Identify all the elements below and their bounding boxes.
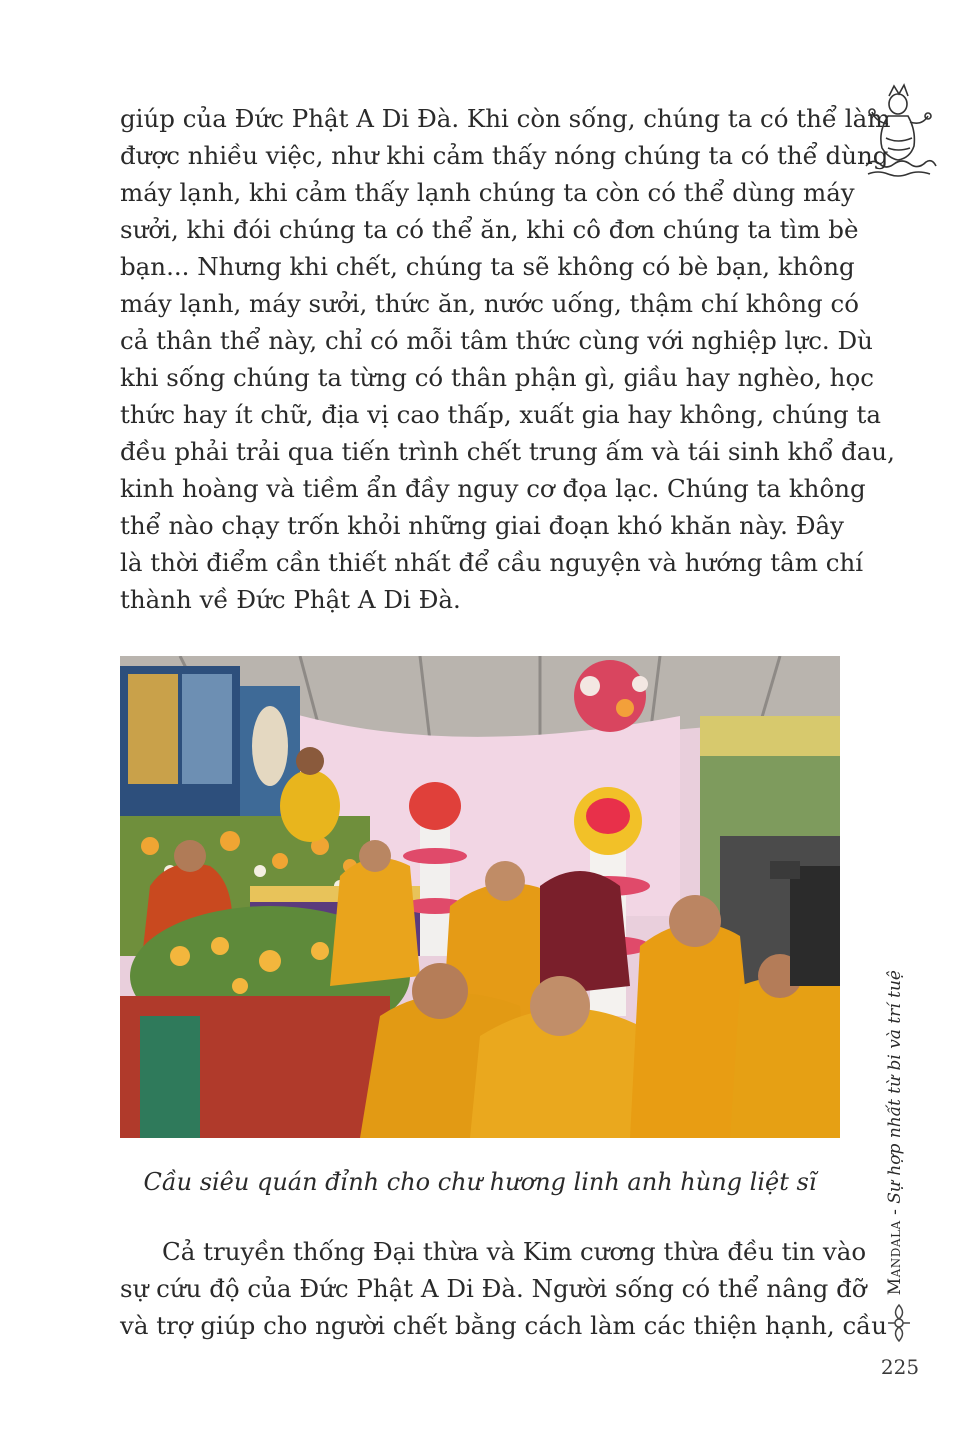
text-line: là thời điểm cần thiết nhất để cầu nguyện và hướng tâm chí	[120, 548, 864, 577]
text-line: thức hay ít chữ, địa vị cao thấp, xuất gia hay không, chúng ta	[120, 400, 881, 429]
book-brand: Mandala	[885, 1220, 905, 1296]
text-line: thành về Đức Phật A Di Đà.	[120, 585, 461, 614]
body-paragraph-2	[120, 1233, 887, 1344]
running-title	[870, 970, 920, 1300]
text-line: máy lạnh, khi cảm thấy lạnh chúng ta còn có thể dùng máy	[120, 178, 855, 207]
text-line: thể nào chạy trốn khỏi những giai đoạn khó khăn này. Đây	[120, 511, 844, 540]
text-line: kinh hoàng và tiềm ẩn đầy nguy cơ đọa lạc. Chúng ta không	[120, 474, 866, 503]
text-line: sự cứu độ của Đức Phật A Di Đà. Người sống có thể nâng đỡ	[120, 1274, 867, 1303]
text-line: giúp của Đức Phật A Di Đà. Khi còn sống, chúng ta có thể làm	[120, 104, 891, 133]
text-line: máy lạnh, máy sưởi, thức ăn, nước uống, thậm chí không có	[120, 289, 859, 318]
title-separator: -	[885, 1203, 905, 1221]
text-line: bạn... Nhưng khi chết, chúng ta sẽ không có bè bạn, không	[120, 252, 855, 281]
text-line: đều phải trải qua tiến trình chết trung ấm và tái sinh khổ đau,	[120, 437, 895, 466]
book-subtitle: Sự hợp nhất từ bi và trí tuệ	[885, 970, 905, 1204]
text-line: khi sống chúng ta từng có thân phận gì, giầu hay nghèo, học	[120, 363, 874, 392]
text-line: và trợ giúp cho người chết bằng cách làm các thiện hạnh, cầu	[120, 1311, 887, 1340]
text-line: sưởi, khi đói chúng ta có thể ăn, khi cô đơn chúng ta tìm bè	[120, 215, 859, 244]
vajra-ornament-icon	[884, 1303, 914, 1343]
photo-caption: Cầu siêu quán đỉnh cho chư hương linh anh hùng liệt sĩ	[143, 1168, 817, 1196]
ceremony-photo	[120, 656, 840, 1138]
text-line: Cả truyền thống Đại thừa và Kim cương thừa đều tin vào	[162, 1237, 867, 1266]
body-paragraph-1	[120, 100, 895, 618]
text-line: được nhiều việc, như khi cảm thấy nóng chúng ta có thể dùng	[120, 141, 889, 170]
text-line: cả thân thể này, chỉ có mỗi tâm thức cùng với nghiệp lực. Dù	[120, 326, 873, 355]
page-number: 225	[880, 1355, 920, 1379]
